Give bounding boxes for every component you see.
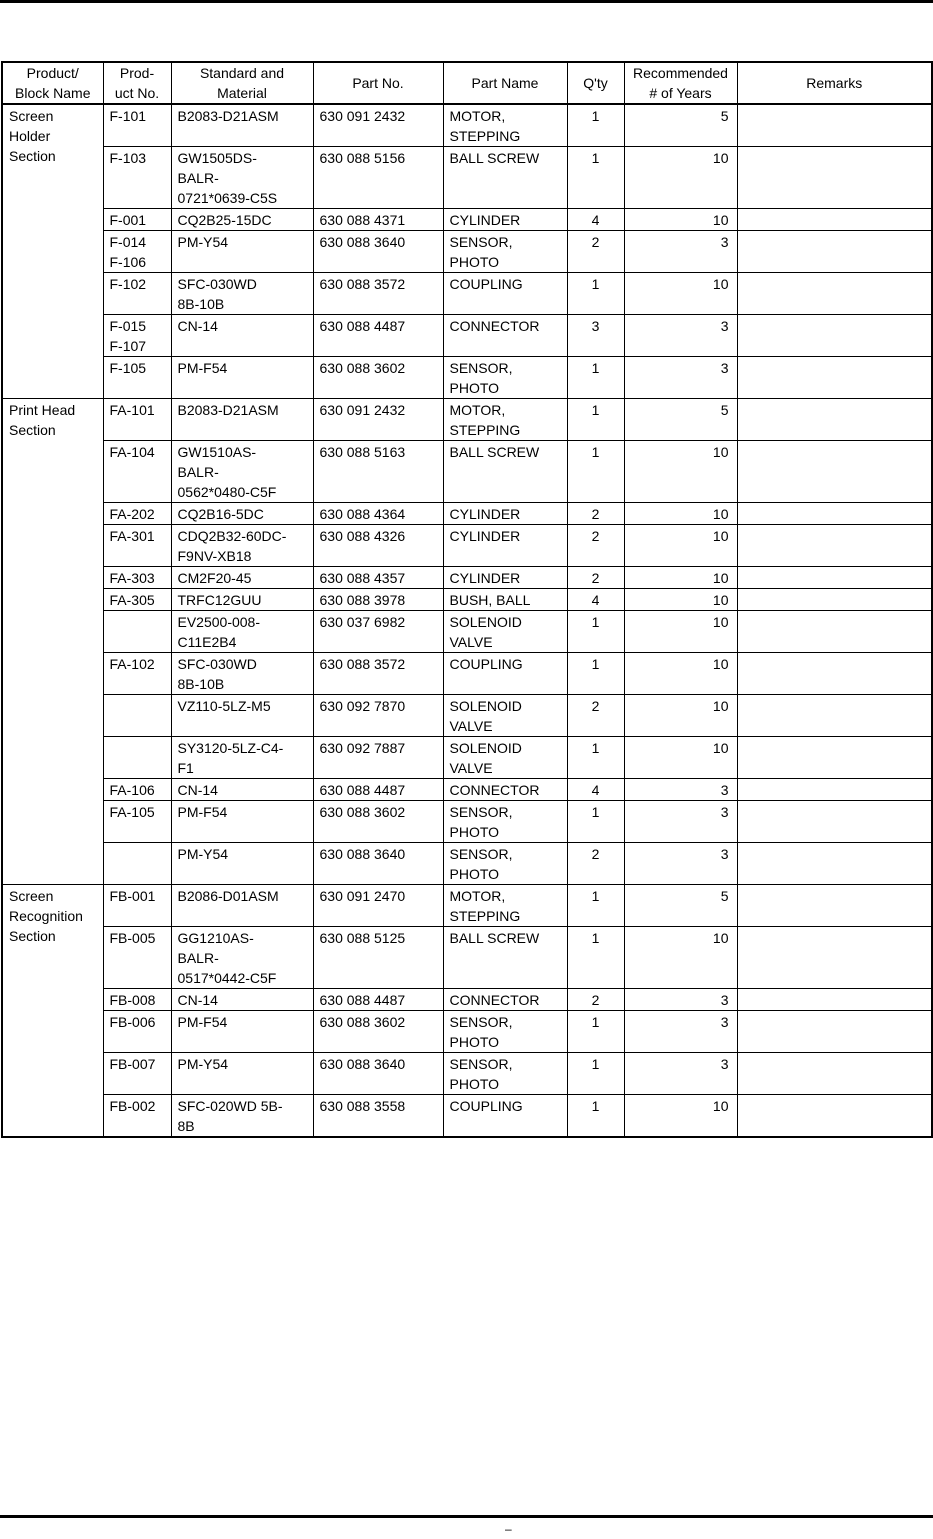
remarks-cell (737, 989, 932, 1011)
part-no-cell: 630 088 3602 (313, 1011, 443, 1053)
header-product-no: Prod- uct No. (103, 62, 171, 104)
recommended-years-cell: 5 (624, 104, 737, 147)
block-name-cell: Screen Holder Section (2, 104, 103, 399)
part-no-cell: 630 088 3558 (313, 1095, 443, 1138)
table-row (2, 989, 932, 1011)
standard-material-cell: PM-Y54 (171, 1053, 313, 1095)
table-row (2, 737, 932, 779)
remarks-cell (737, 737, 932, 779)
header-row (2, 62, 932, 104)
page-number: – (505, 1522, 512, 1536)
standard-material-cell: CQ2B25-15DC (171, 209, 313, 231)
recommended-years-cell: 5 (624, 885, 737, 927)
part-no-cell: 630 088 4326 (313, 525, 443, 567)
remarks-cell (737, 357, 932, 399)
part-no-cell: 630 088 3978 (313, 589, 443, 611)
qty-cell: 3 (567, 315, 624, 357)
table-row (2, 695, 932, 737)
standard-material-cell: GW1505DS- BALR- 0721*0639-C5S (171, 147, 313, 209)
table-row (2, 779, 932, 801)
table-row (2, 104, 932, 147)
part-no-cell: 630 088 5125 (313, 927, 443, 989)
remarks-cell (737, 779, 932, 801)
part-name-cell: COUPLING (443, 1095, 567, 1138)
standard-material-cell: CDQ2B32-60DC- F9NV-XB18 (171, 525, 313, 567)
table-row (2, 1095, 932, 1138)
part-no-cell: 630 088 3572 (313, 653, 443, 695)
remarks-cell (737, 695, 932, 737)
part-no-cell: 630 091 2470 (313, 885, 443, 927)
table-row (2, 273, 932, 315)
table-row (2, 525, 932, 567)
recommended-years-cell: 10 (624, 567, 737, 589)
recommended-years-cell: 3 (624, 315, 737, 357)
remarks-cell (737, 589, 932, 611)
qty-cell: 2 (567, 503, 624, 525)
part-name-cell: CYLINDER (443, 503, 567, 525)
standard-material-cell: SFC-030WD 8B-10B (171, 273, 313, 315)
qty-cell: 2 (567, 525, 624, 567)
remarks-cell (737, 231, 932, 273)
product-no-cell: F-105 (103, 357, 171, 399)
qty-cell: 2 (567, 231, 624, 273)
part-no-cell: 630 088 4487 (313, 989, 443, 1011)
part-name-cell: BALL SCREW (443, 147, 567, 209)
table-row (2, 503, 932, 525)
part-no-cell: 630 088 4371 (313, 209, 443, 231)
recommended-years-cell: 5 (624, 399, 737, 441)
part-name-cell: CYLINDER (443, 525, 567, 567)
standard-material-cell: B2083-D21ASM (171, 104, 313, 147)
part-name-cell: CONNECTOR (443, 989, 567, 1011)
part-no-cell: 630 092 7887 (313, 737, 443, 779)
standard-material-cell: CN-14 (171, 779, 313, 801)
recommended-years-cell: 10 (624, 927, 737, 989)
remarks-cell (737, 273, 932, 315)
product-no-cell: F-103 (103, 147, 171, 209)
product-no-cell: FB-007 (103, 1053, 171, 1095)
qty-cell: 4 (567, 779, 624, 801)
standard-material-cell: SFC-020WD 5B- 8B (171, 1095, 313, 1138)
table-row (2, 441, 932, 503)
part-name-cell: SENSOR, PHOTO (443, 357, 567, 399)
part-no-cell: 630 088 5156 (313, 147, 443, 209)
part-no-cell: 630 088 3640 (313, 1053, 443, 1095)
product-no-cell: FA-202 (103, 503, 171, 525)
recommended-years-cell: 10 (624, 503, 737, 525)
recommended-years-cell: 10 (624, 737, 737, 779)
part-no-cell: 630 091 2432 (313, 399, 443, 441)
remarks-cell (737, 503, 932, 525)
remarks-cell (737, 801, 932, 843)
qty-cell: 2 (567, 989, 624, 1011)
part-name-cell: SENSOR, PHOTO (443, 801, 567, 843)
recommended-years-cell: 3 (624, 357, 737, 399)
recommended-years-cell: 10 (624, 695, 737, 737)
spare-parts-table (1, 61, 933, 1138)
standard-material-cell: SFC-030WD 8B-10B (171, 653, 313, 695)
remarks-cell (737, 567, 932, 589)
part-no-cell: 630 091 2432 (313, 104, 443, 147)
remarks-cell (737, 1053, 932, 1095)
table-row (2, 611, 932, 653)
part-name-cell: CYLINDER (443, 209, 567, 231)
product-no-cell (103, 611, 171, 653)
standard-material-cell: PM-F54 (171, 1011, 313, 1053)
standard-material-cell: CQ2B16-5DC (171, 503, 313, 525)
part-no-cell: 630 088 4364 (313, 503, 443, 525)
product-no-cell: FB-005 (103, 927, 171, 989)
standard-material-cell: PM-F54 (171, 801, 313, 843)
part-name-cell: BUSH, BALL (443, 589, 567, 611)
standard-material-cell: CM2F20-45 (171, 567, 313, 589)
standard-material-cell: B2083-D21ASM (171, 399, 313, 441)
part-name-cell: SENSOR, PHOTO (443, 1011, 567, 1053)
header-remarks: Remarks (737, 62, 932, 104)
part-name-cell: CONNECTOR (443, 779, 567, 801)
part-name-cell: SOLENOID VALVE (443, 611, 567, 653)
header-part-name: Part Name (443, 62, 567, 104)
table-row (2, 1053, 932, 1095)
part-name-cell: COUPLING (443, 273, 567, 315)
recommended-years-cell: 10 (624, 589, 737, 611)
standard-material-cell: PM-Y54 (171, 231, 313, 273)
qty-cell: 1 (567, 885, 624, 927)
remarks-cell (737, 104, 932, 147)
remarks-cell (737, 611, 932, 653)
qty-cell: 1 (567, 801, 624, 843)
qty-cell: 2 (567, 567, 624, 589)
table-row (2, 589, 932, 611)
recommended-years-cell: 3 (624, 843, 737, 885)
product-no-cell (103, 843, 171, 885)
part-name-cell: MOTOR, STEPPING (443, 399, 567, 441)
qty-cell: 2 (567, 695, 624, 737)
remarks-cell (737, 209, 932, 231)
part-name-cell: SENSOR, PHOTO (443, 1053, 567, 1095)
part-no-cell: 630 088 4487 (313, 315, 443, 357)
product-no-cell: FB-008 (103, 989, 171, 1011)
product-no-cell: FA-104 (103, 441, 171, 503)
standard-material-cell: TRFC12GUU (171, 589, 313, 611)
part-name-cell: MOTOR, STEPPING (443, 104, 567, 147)
qty-cell: 1 (567, 1053, 624, 1095)
standard-material-cell: PM-F54 (171, 357, 313, 399)
remarks-cell (737, 147, 932, 209)
part-no-cell: 630 088 3640 (313, 231, 443, 273)
product-no-cell (103, 737, 171, 779)
table-row (2, 315, 932, 357)
part-no-cell: 630 088 4357 (313, 567, 443, 589)
part-no-cell: 630 088 4487 (313, 779, 443, 801)
product-no-cell: FA-303 (103, 567, 171, 589)
part-name-cell: COUPLING (443, 653, 567, 695)
standard-material-cell: B2086-D01ASM (171, 885, 313, 927)
header-block-name: Product/ Block Name (2, 62, 103, 104)
product-no-cell: F-015 F-107 (103, 315, 171, 357)
table-row (2, 885, 932, 927)
recommended-years-cell: 10 (624, 441, 737, 503)
table-row (2, 209, 932, 231)
table-row (2, 147, 932, 209)
part-name-cell: SENSOR, PHOTO (443, 231, 567, 273)
bottom-rule (0, 1515, 933, 1518)
qty-cell: 1 (567, 104, 624, 147)
header-recommended-years: Recommended # of Years (624, 62, 737, 104)
part-no-cell: 630 037 6982 (313, 611, 443, 653)
product-no-cell: FA-102 (103, 653, 171, 695)
part-name-cell: BALL SCREW (443, 927, 567, 989)
product-no-cell: F-014 F-106 (103, 231, 171, 273)
recommended-years-cell: 3 (624, 1053, 737, 1095)
part-name-cell: CONNECTOR (443, 315, 567, 357)
qty-cell: 1 (567, 357, 624, 399)
table-row (2, 567, 932, 589)
remarks-cell (737, 315, 932, 357)
table-row (2, 399, 932, 441)
remarks-cell (737, 1095, 932, 1138)
standard-material-cell: GG1210AS- BALR- 0517*0442-C5F (171, 927, 313, 989)
standard-material-cell: SY3120-5LZ-C4- F1 (171, 737, 313, 779)
qty-cell: 1 (567, 273, 624, 315)
table-row (2, 231, 932, 273)
table-row (2, 357, 932, 399)
header-part-no: Part No. (313, 62, 443, 104)
table-row (2, 927, 932, 989)
recommended-years-cell: 10 (624, 1095, 737, 1138)
recommended-years-cell: 3 (624, 989, 737, 1011)
table-row (2, 653, 932, 695)
recommended-years-cell: 3 (624, 779, 737, 801)
standard-material-cell: EV2500-008- C11E2B4 (171, 611, 313, 653)
recommended-years-cell: 10 (624, 147, 737, 209)
standard-material-cell: CN-14 (171, 315, 313, 357)
product-no-cell (103, 695, 171, 737)
qty-cell: 1 (567, 399, 624, 441)
part-no-cell: 630 088 3572 (313, 273, 443, 315)
qty-cell: 1 (567, 1011, 624, 1053)
remarks-cell (737, 653, 932, 695)
qty-cell: 1 (567, 737, 624, 779)
part-no-cell: 630 088 3602 (313, 357, 443, 399)
qty-cell: 2 (567, 843, 624, 885)
qty-cell: 1 (567, 611, 624, 653)
part-name-cell: CYLINDER (443, 567, 567, 589)
remarks-cell (737, 399, 932, 441)
part-name-cell: SENSOR, PHOTO (443, 843, 567, 885)
part-name-cell: MOTOR, STEPPING (443, 885, 567, 927)
product-no-cell: F-101 (103, 104, 171, 147)
remarks-cell (737, 525, 932, 567)
top-rule (0, 0, 933, 3)
recommended-years-cell: 3 (624, 231, 737, 273)
qty-cell: 1 (567, 147, 624, 209)
qty-cell: 1 (567, 1095, 624, 1138)
product-no-cell: FB-001 (103, 885, 171, 927)
qty-cell: 4 (567, 209, 624, 231)
table-row (2, 1011, 932, 1053)
product-no-cell: F-001 (103, 209, 171, 231)
recommended-years-cell: 10 (624, 525, 737, 567)
product-no-cell: FA-105 (103, 801, 171, 843)
recommended-years-cell: 10 (624, 653, 737, 695)
product-no-cell: FA-301 (103, 525, 171, 567)
block-name-cell: Screen Recognition Section (2, 885, 103, 1138)
recommended-years-cell: 10 (624, 273, 737, 315)
standard-material-cell: GW1510AS- BALR- 0562*0480-C5F (171, 441, 313, 503)
qty-cell: 1 (567, 441, 624, 503)
product-no-cell: FA-101 (103, 399, 171, 441)
remarks-cell (737, 843, 932, 885)
recommended-years-cell: 10 (624, 611, 737, 653)
qty-cell: 4 (567, 589, 624, 611)
recommended-years-cell: 3 (624, 1011, 737, 1053)
header-qty: Q'ty (567, 62, 624, 104)
standard-material-cell: PM-Y54 (171, 843, 313, 885)
standard-material-cell: CN-14 (171, 989, 313, 1011)
part-name-cell: SOLENOID VALVE (443, 737, 567, 779)
remarks-cell (737, 441, 932, 503)
part-name-cell: BALL SCREW (443, 441, 567, 503)
product-no-cell: FA-106 (103, 779, 171, 801)
qty-cell: 1 (567, 927, 624, 989)
product-no-cell: FB-002 (103, 1095, 171, 1138)
product-no-cell: FA-305 (103, 589, 171, 611)
recommended-years-cell: 10 (624, 209, 737, 231)
header-standard-material: Standard and Material (171, 62, 313, 104)
remarks-cell (737, 885, 932, 927)
remarks-cell (737, 927, 932, 989)
standard-material-cell: VZ110-5LZ-M5 (171, 695, 313, 737)
recommended-years-cell: 3 (624, 801, 737, 843)
table-row (2, 843, 932, 885)
block-name-cell: Print Head Section (2, 399, 103, 885)
part-no-cell: 630 088 3602 (313, 801, 443, 843)
table-row (2, 801, 932, 843)
product-no-cell: F-102 (103, 273, 171, 315)
part-no-cell: 630 092 7870 (313, 695, 443, 737)
remarks-cell (737, 1011, 932, 1053)
part-no-cell: 630 088 3640 (313, 843, 443, 885)
qty-cell: 1 (567, 653, 624, 695)
product-no-cell: FB-006 (103, 1011, 171, 1053)
part-no-cell: 630 088 5163 (313, 441, 443, 503)
part-name-cell: SOLENOID VALVE (443, 695, 567, 737)
